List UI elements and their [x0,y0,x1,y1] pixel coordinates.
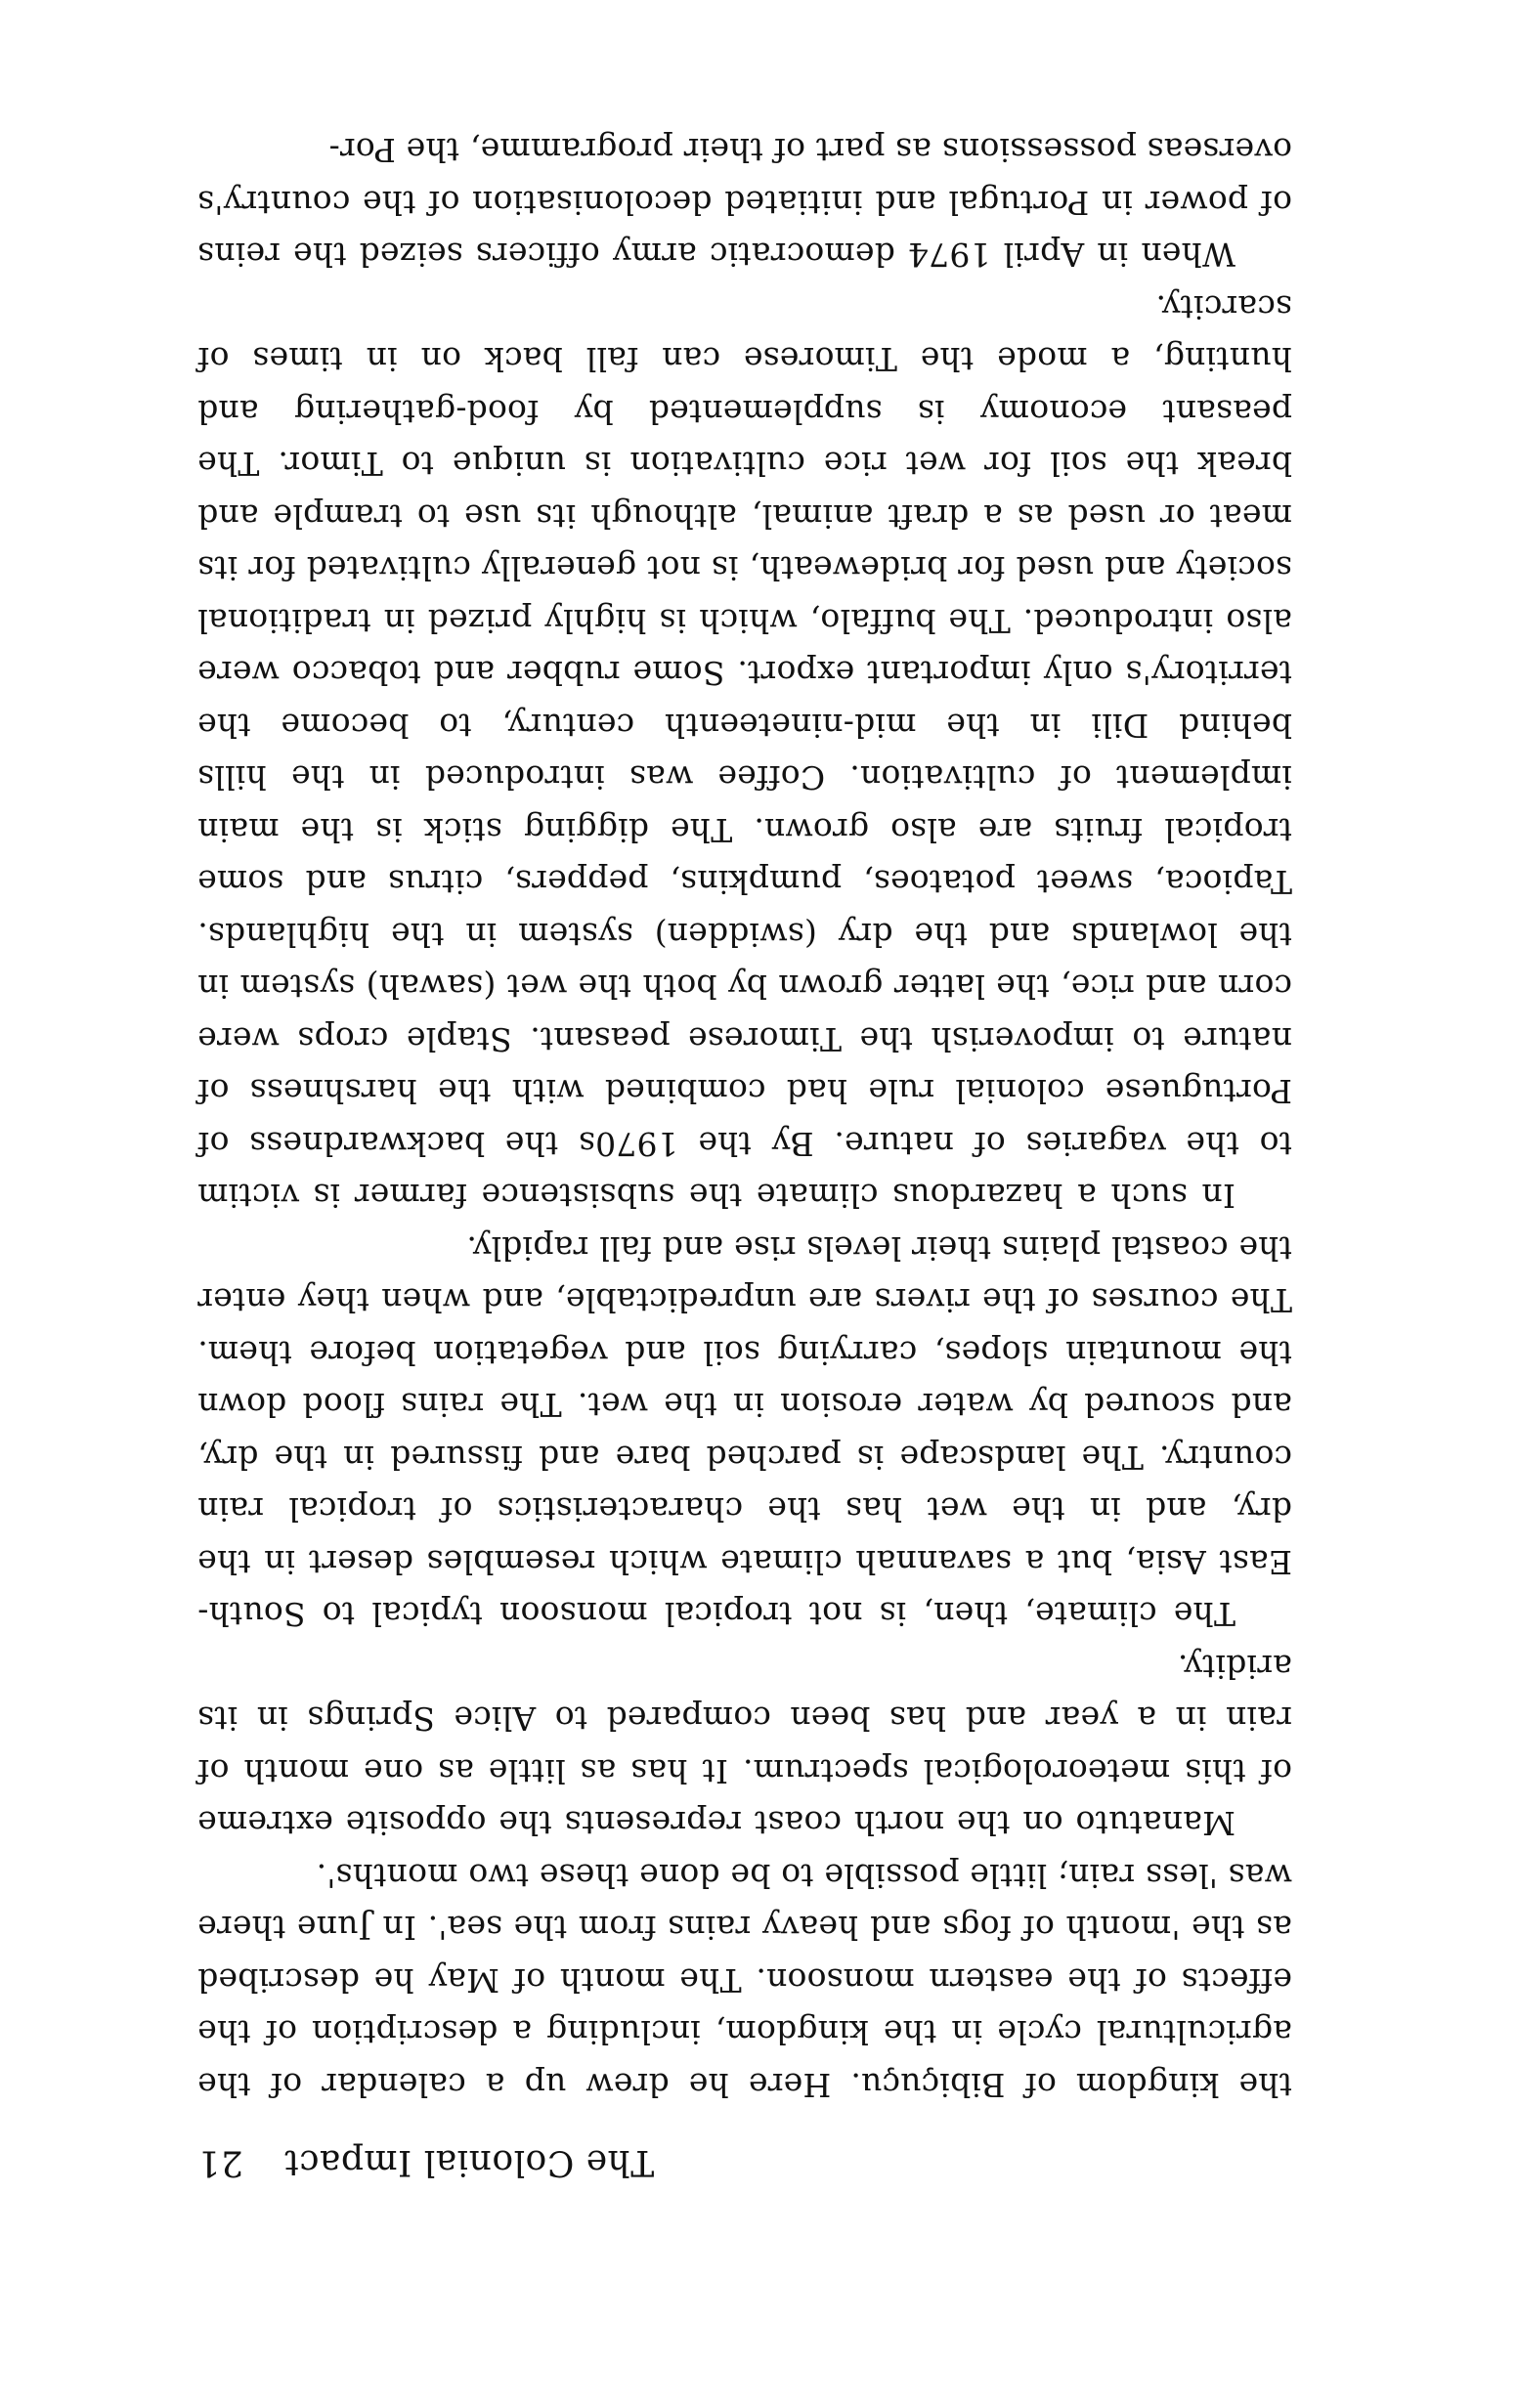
paragraph-manatuto: Manatuto on the north coast represents the opposite extreme of this meteorological spectrum. It has as little as one month of rain in a year and has been compared to Alice Springs in its aridity. [197,1648,1292,1843]
paragraph-april-1974: When in April 1974 democratic army officers seized the reins of power in Portugal and initiated decolonisation of the country's overseas possessions as part of their programme, the Por- [197,131,1292,275]
paragraph-continued: the kingdom of Bibiçuçu. Here he drew up a calendar of the agricultural cycle in the kingdom, including a description of the effects of the eastern monsoon. The month of May he described as the 'month of fogs and heavy rains from the sea'. In June there was 'less rain; little possible to be done these two months'. [197,1857,1292,2104]
paragraph-subsistence: In such a hazardous climate the subsistence farmer is victim to the vagaries of nature. By the 1970s the backwardness of Portuguese colonial rule had combined with the harshness of nature to impoverish the Timorese peasant. Staple crops were corn and rice, the latter grown by both the wet (sawah) system in the lowlands and the dry (swidden) system in the highlands. Tapioca, sweet potatoes, pumpkins, peppers, citrus and some tropical fruits are also grown. The digging stick is the main implement of cultivation. Coffee was introduced in the hills behind Dili in the mid-nineteenth century, to become the territory's only important export. Some rubber and tobacco were also introduced. The buffalo, which is highly prized in traditional society and used for brideweath, is not generally cultivated for its meat or used as a draft animal, although its use to trample and break the soil for wet rice cultivation is unique to Timor. The peasant economy is supplemented by food-gathering and hunting, a mode the Timorese can fall back on in times of scarcity. [197,288,1292,1216]
paragraph-climate: The climate, then, is not tropical monsoon typical to South-East Asia, but a savannah climate which resembles desert in the dry, and in the wet has the characteristics of tropical rain country. The landscape is parched bare and fissured in the dry, and scoured by water erosion in the wet. The rains flood down the mountain slopes, carrying soil and vegetation before them. The courses of the rivers are unpredictable, and when they enter the coastal plains their levels rise and fall rapidly. [197,1229,1292,1634]
running-header [197,2140,1292,2183]
running-title: The Colonial Impact [283,2142,655,2182]
text-block [197,124,1292,2183]
page-number: 21 [197,2142,243,2182]
